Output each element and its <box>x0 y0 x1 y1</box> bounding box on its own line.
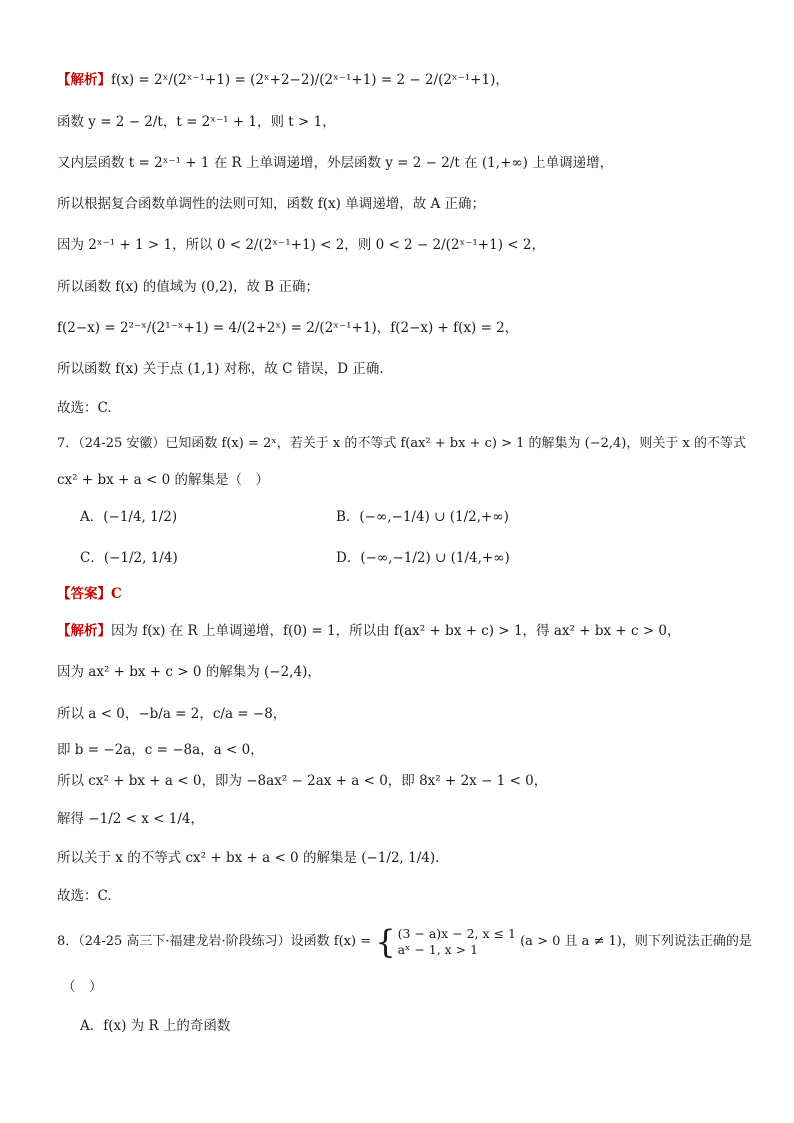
q7-stem-2: cx² + bx + a < 0 的解集是（ ） <box>57 472 269 488</box>
q7-choice: 故选：C. <box>57 888 112 904</box>
q7-solution-line-2: 因为 ax² + bx + c > 0 的解集为 (−2,4)， <box>57 664 321 680</box>
q7-solution-line-3: 所以 a < 0，−b/a = 2，c/a = −8， <box>57 706 287 722</box>
q7-option-c[interactable]: C．(−1/2, 1/4) <box>80 550 178 566</box>
q8-stem-2: （ ） <box>62 979 103 995</box>
q7-stem-1: 7．（24-25 安徽）已知函数 f(x) = 2ˣ，若关于 x 的不等式 f(ax² + bx + c) > 1 的解集为 (−2,4)，则关于 x 的不等式 <box>57 436 746 451</box>
q7-solution-line-6: 解得 −1/2 < x < 1/4， <box>57 811 204 827</box>
q7-solution-line-4: 即 b = −2a，c = −8a，a < 0， <box>57 742 264 758</box>
solution-line-8: 所以函数 f(x) 关于点 (1,1) 对称，故 C 错误，D 正确. <box>57 361 384 377</box>
analysis-tag: 【解析】 <box>57 623 111 639</box>
solution-choice: 故选：C. <box>57 400 112 416</box>
q8-stem-tail: (a > 0 且 a ≠ 1)，则下列说法正确的是 <box>520 934 752 949</box>
solution-line-5: 因为 2ˣ⁻¹ + 1 > 1，所以 0 < 2/(2ˣ⁻¹+1) < 2，则 0 < 2 − 2/(2ˣ⁻¹+1) < 2， <box>57 237 545 253</box>
solution-line-2: 函数 y = 2 − 2/t，t = 2ˣ⁻¹ + 1，则 t > 1， <box>57 114 336 130</box>
brace-glyph: { <box>375 922 396 961</box>
q7-solution-line-7: 所以关于 x 的不等式 cx² + bx + a < 0 的解集是 (−1/2, 1/4). <box>57 850 440 866</box>
case-2: aˣ − 1, x > 1 <box>397 941 479 957</box>
q7-solution-line-1 <box>57 621 754 641</box>
piecewise-cases <box>398 926 516 958</box>
q7-solution-line-5: 所以 cx² + bx + a < 0，即为 −8ax² − 2ax + a < 0，即 8x² + 2x − 1 < 0， <box>57 773 548 789</box>
solution-line-6: 所以函数 f(x) 的值域为 (0,2)，故 B 正确； <box>57 279 320 295</box>
solution-line-1 <box>57 70 754 90</box>
solution-text: f(x) = 2ˣ/(2ˣ⁻¹+1) = (2ˣ+2−2)/(2ˣ⁻¹+1) = 2 − 2/(2ˣ⁻¹+1)， <box>111 72 509 88</box>
solution-line-7: f(2−x) = 2²⁻ˣ/(2¹⁻ˣ+1) = 4/(2+2ˣ) = 2/(2ˣ⁻¹+1)，f(2−x) + f(x) = 2， <box>57 320 519 336</box>
case-1: (3 − a)x − 2, x ≤ 1 <box>397 925 516 941</box>
q8-stem-lead: 8．（24-25 高三下·福建龙岩·阶段练习）设函数 f(x) = <box>57 934 372 949</box>
q7-option-a[interactable]: A．(−1/4, 1/2) <box>80 509 178 525</box>
solution-line-3: 又内层函数 t = 2ˣ⁻¹ + 1 在 R 上单调递增，外层函数 y = 2 − 2/t 在 (1,+∞) 上单调递增， <box>57 155 614 171</box>
q8-stem-1 <box>57 924 754 960</box>
q7-option-b[interactable]: B．(−∞,−1/4) ∪ (1/2,+∞) <box>336 509 509 525</box>
q7-option-d[interactable]: D．(−∞,−1/2) ∪ (1/4,+∞) <box>336 550 510 566</box>
q7-solution-text: 因为 f(x) 在 R 上单调递增，f(0) = 1，所以由 f(ax² + bx + c) > 1，得 ax² + bx + c > 0， <box>111 623 681 639</box>
q7-answer: 【答案】C <box>57 586 122 602</box>
analysis-tag: 【解析】 <box>57 72 111 88</box>
solution-line-4: 所以根据复合函数单调性的法则可知，函数 f(x) 单调递增，故 A 正确； <box>57 196 486 212</box>
q8-option-a[interactable]: A．f(x) 为 R 上的奇函数 <box>80 1018 231 1034</box>
